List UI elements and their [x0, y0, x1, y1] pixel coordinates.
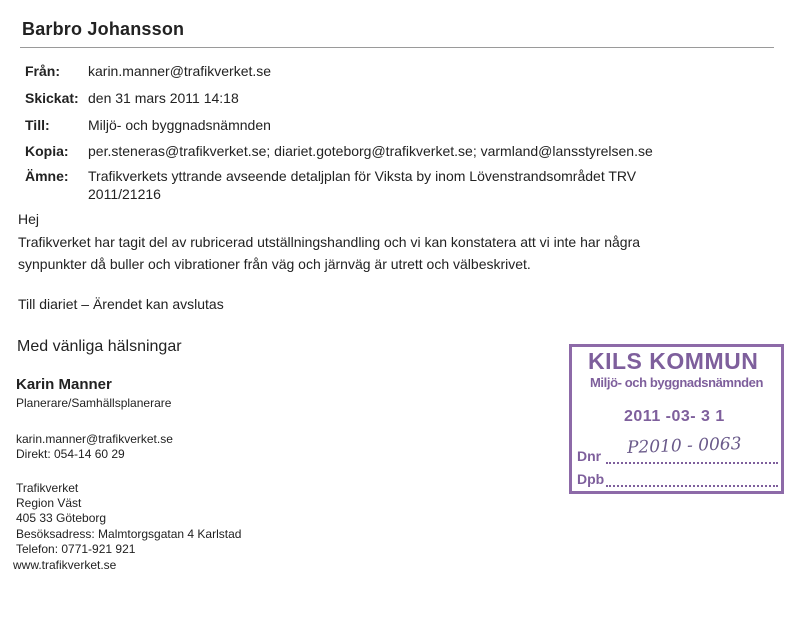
stamp-dpb-label: Dpb — [577, 471, 605, 487]
signature-direct-phone: Direkt: 054-14 60 29 — [16, 447, 125, 461]
stamp-org: KILS KOMMUN — [588, 348, 759, 374]
sent-label: Skickat: — [25, 90, 79, 106]
subject-label: Ämne: — [25, 168, 69, 184]
to-label: Till: — [25, 117, 50, 133]
received-stamp — [569, 344, 784, 494]
cc-label: Kopia: — [25, 143, 69, 159]
cc-value: per.steneras@trafikverket.se; diariet.goteborg@trafikverket.se; varmland@lansstyrelsen.se — [88, 143, 653, 159]
header-divider — [20, 47, 774, 48]
signature-web: www.trafikverket.se — [13, 558, 117, 572]
signature-phone: Telefon: 0771-921 921 — [16, 542, 136, 556]
stamp-dnr-handwritten: P2010 - 0063 — [626, 434, 742, 458]
body-paragraph-line2: synpunkter då buller och vibrationer från väg och järnväg är utrett och välbeskrivet. — [18, 256, 531, 272]
signature-visit-address: Besöksadress: Malmtorgsgatan 4 Karlstad — [16, 527, 242, 541]
stamp-date: 2011 -03- 3 1 — [624, 408, 725, 425]
signature-title: Planerare/Samhällsplanerare — [16, 396, 172, 410]
subject-value-line2: 2011/21216 — [88, 186, 161, 202]
diary-note: Till diariet – Ärendet kan avslutas — [18, 296, 224, 312]
stamp-dpb-line — [606, 473, 778, 487]
sender-name: Barbro Johansson — [22, 19, 185, 39]
subject-value-line1: Trafikverkets yttrande avseende detaljplan för Viksta by inom Lövenstrandsområdet TRV — [88, 168, 637, 184]
body-paragraph-line1: Trafikverket har tagit del av rubricerad utställningshandling och vi kan konstatera att vi inte har några — [18, 234, 641, 250]
greeting: Hej — [18, 211, 40, 227]
signature-postal: 405 33 Göteborg — [16, 511, 107, 525]
from-label: Från: — [25, 63, 60, 79]
signature-email: karin.manner@trafikverket.se — [16, 432, 173, 446]
from-value: karin.manner@trafikverket.se — [88, 63, 272, 79]
closing: Med vänliga hälsningar — [17, 338, 182, 355]
to-value: Miljö- och byggnadsnämnden — [88, 117, 271, 133]
signature-name: Karin Manner — [16, 376, 112, 393]
sent-value: den 31 mars 2011 14:18 — [88, 90, 239, 106]
signature-region: Region Väst — [16, 496, 82, 510]
signature-org: Trafikverket — [16, 481, 79, 495]
stamp-dnr-label: Dnr — [577, 448, 602, 464]
stamp-dept: Miljö- och byggnadsnämnden — [590, 375, 764, 390]
